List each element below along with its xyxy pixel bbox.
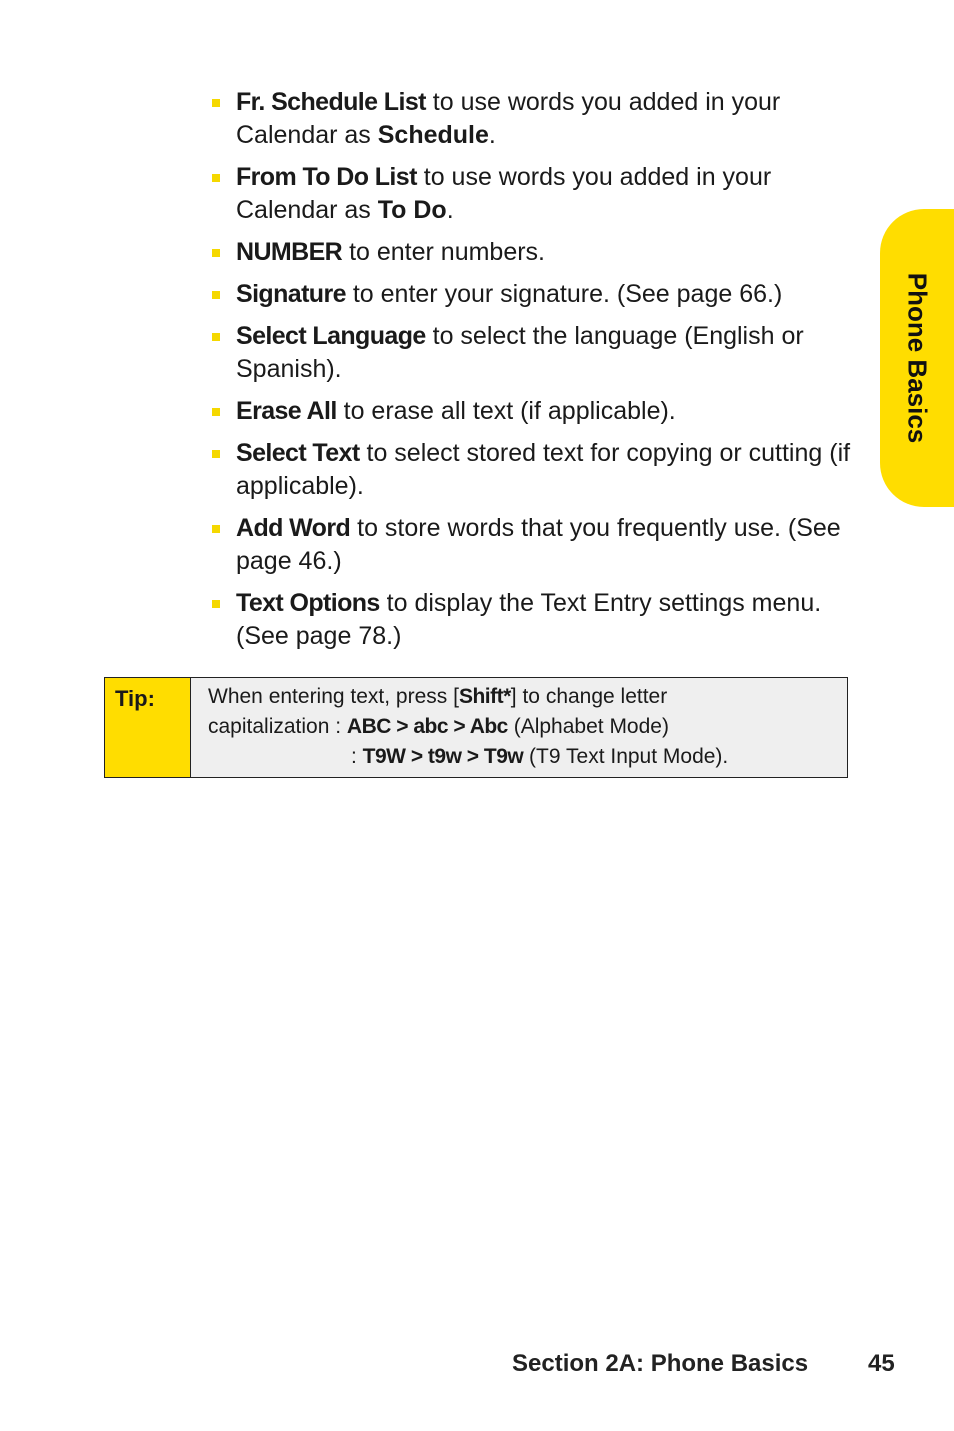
square-bullet-icon bbox=[212, 600, 220, 608]
list-item: NUMBER to enter numbers. bbox=[210, 236, 860, 269]
tip-line-3: : T9W > t9w > T9w (T9 Text Input Mode). bbox=[351, 745, 729, 768]
tip-body bbox=[191, 678, 847, 777]
footer-section-title: Section 2A: Phone Basics bbox=[512, 1350, 809, 1377]
list-item: Fr. Schedule List to use words you added in your Calendar as Schedule. bbox=[210, 86, 860, 152]
square-bullet-icon bbox=[212, 333, 220, 341]
tip-box bbox=[104, 677, 848, 778]
list-item: From To Do List to use words you added in your Calendar as To Do. bbox=[210, 161, 860, 227]
square-bullet-icon bbox=[212, 408, 220, 416]
section-side-tab bbox=[880, 209, 954, 507]
tip-line-2: capitalization : ABC > abc > Abc (Alphabet Mode) bbox=[208, 715, 669, 738]
square-bullet-icon bbox=[212, 291, 220, 299]
option-list bbox=[210, 86, 860, 662]
page-number: 45 bbox=[868, 1350, 895, 1377]
list-item: Select Language to select the language (English or Spanish). bbox=[210, 320, 860, 386]
square-bullet-icon bbox=[212, 450, 220, 458]
square-bullet-icon bbox=[212, 99, 220, 107]
section-side-tab-label: Phone Basics bbox=[902, 272, 933, 444]
list-item: Signature to enter your signature. (See page 66.) bbox=[210, 278, 860, 311]
tip-line-1: When entering text, press [Shift*] to change letter bbox=[208, 685, 668, 708]
square-bullet-icon bbox=[212, 249, 220, 257]
list-item: Text Options to display the Text Entry settings menu. (See page 78.) bbox=[210, 587, 860, 653]
square-bullet-icon bbox=[212, 525, 220, 533]
tip-label: Tip: bbox=[105, 678, 191, 777]
list-item: Select Text to select stored text for copying or cutting (if applicable). bbox=[210, 437, 860, 503]
square-bullet-icon bbox=[212, 174, 220, 182]
list-item: Erase All to erase all text (if applicable). bbox=[210, 395, 860, 428]
list-item: Add Word to store words that you frequently use. (See page 46.) bbox=[210, 512, 860, 578]
